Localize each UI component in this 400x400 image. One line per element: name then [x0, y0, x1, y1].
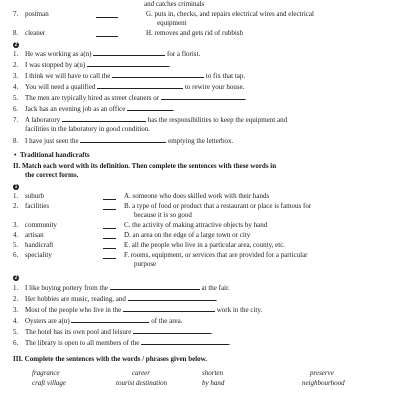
worksheet-page: and catches criminals 7. postman G. puts in, checks, and repairs electrical wires and electrical equipment 8. cleaner H. removes and gets rid of rubbish 2 1. He was working as a(n) for a florist. 2. I was stopped by a(n) . 3. I think we will have to call the to fix that tap. 4. You will need a qualified to rewire your house. 5. The men are typically hired as street cleaners or . 6. Jack has an evening job as an office . 7. A laboratory has the responsibilities to keep the equipment and facilities in the laboratory in good condition. 8. I have just seen the emptying the letterbox. • Traditional handicrafts II. Match each word with its definition. Then complete the sentences with these words in the correct forms. 1 1. suburb A. someone who does skilled work with their hands 2. facilities B. a type of food or product that a restaurant or place is famous for because it is so good 3. community C. the activity of making attractive objects by hand 4. artisan D. an area on the edge of a large town or city 5. handicraft E. all the people who live in a particular area, county, etc. 6. speciality F. rooms, equipment, or services that are provided for a particular purpose 2 1. I like buying pottery from the at the fair. 2. Her hobbies are music, reading, and . 3. Most of the people who live in the work in the city. 4. Oysters are a(n) of the area. 5. The hotel has its own pool and leisure . 6. The library is open to all members of the . III. Complete the sentences with the words / phrases given below. fragrance career shorten preserve craft village tourist destination by hand neighbourhood [0, 0, 400, 400]
answer-blank[interactable] [103, 242, 116, 249]
match-row-6: 6. speciality F. rooms, equipment, or services that are provided for a particular [13, 251, 308, 259]
match-row-4: 4. artisan D. an area on the edge of a large town or city [13, 231, 251, 239]
answer-blank[interactable] [103, 232, 116, 239]
answer-blank[interactable] [93, 49, 165, 56]
exercise-marker: 2 [14, 42, 18, 48]
bullet-icon: • [14, 151, 17, 159]
answer-blank[interactable] [103, 222, 116, 229]
exercise-marker: 2 [14, 275, 18, 281]
section-iii-heading: III. Complete the sentences with the words / phrases given below. [13, 355, 208, 363]
s1-line-1: 1. He was working as a(n) for a florist. [13, 50, 201, 58]
answer-blank[interactable] [128, 294, 216, 301]
answer-blank[interactable] [96, 11, 118, 18]
match-row-2: 2. facilities B. a type of food or product that a restaurant or place is famous for [13, 202, 312, 210]
answer-blank[interactable] [161, 93, 245, 100]
answer-blank[interactable] [110, 283, 200, 290]
answer-blank[interactable] [80, 136, 166, 143]
match-row-5: 5. handicraft E. all the people who live in a particular area, county, etc. [13, 241, 286, 249]
answer-blank[interactable] [123, 305, 215, 312]
s1-line-6: 6. Jack has an evening job as an office . [13, 105, 175, 113]
s1-line-7b: facilities in the laboratory in good condition. [25, 125, 150, 133]
answer-blank[interactable] [127, 104, 173, 111]
s3-line-3: 3. Most of the people who live in the work in the city. [13, 306, 263, 314]
s1-line-5: 5. The men are typically hired as street cleaners or . [13, 94, 247, 102]
s1-line-3: 3. I think we will have to call the to fix that tap. [13, 72, 246, 80]
word-option: craft village [32, 379, 67, 387]
def-continuation: and catches criminals [144, 0, 205, 8]
s3-line-2: 2. Her hobbies are music, reading, and . [13, 295, 218, 303]
s3-line-6: 6. The library is open to all members of the . [13, 339, 231, 347]
word-option: by hand [202, 379, 225, 387]
section-ii-heading: II. Match each word with its definition. Then complete the sentences with these words in [13, 162, 277, 170]
word-option: tourist destination [116, 379, 168, 387]
word-option: career [132, 369, 151, 377]
word-option: fragrance [32, 369, 60, 377]
match-row-8: 8. cleaner H. removes and gets rid of rubbish [13, 29, 244, 37]
answer-blank[interactable] [96, 30, 118, 37]
s3-line-1: 1. I like buying pottery from the at the fair. [13, 284, 230, 292]
match-row-1: 1. suburb A. someone who does skilled work with their hands [13, 192, 270, 200]
s1-line-8: 8. I have just seen the emptying the letterbox. [13, 137, 234, 145]
answer-blank[interactable] [71, 316, 149, 323]
answer-blank[interactable] [112, 71, 204, 78]
section-title: • Traditional handicrafts [14, 151, 90, 159]
s1-line-7: 7. A laboratory has the responsibilities to keep the equipment and [13, 116, 288, 124]
exercise-marker: 1 [14, 184, 18, 190]
answer-blank[interactable] [97, 82, 183, 89]
s1-line-4: 4. You will need a qualified to rewire your house. [13, 83, 245, 91]
answer-blank[interactable] [103, 193, 116, 200]
answer-blank[interactable] [141, 338, 229, 345]
match-row-3: 3. community C. the activity of making attractive objects by hand [13, 221, 268, 229]
match-row-7: 7. postman G. puts in, checks, and repairs electrical wires and electrical [13, 10, 314, 18]
answer-blank[interactable] [103, 203, 116, 210]
s3-line-4: 4. Oysters are a(n) of the area. [13, 317, 183, 325]
answer-blank[interactable] [62, 115, 146, 122]
word-option: preserve [310, 369, 334, 377]
answer-blank[interactable] [87, 60, 169, 67]
s3-line-5: 5. The hotel has its own pool and leisure . [13, 328, 213, 336]
answer-blank[interactable] [133, 327, 211, 334]
answer-blank[interactable] [103, 252, 116, 259]
s1-line-2: 2. I was stopped by a(n) . [13, 61, 171, 69]
section-ii-heading-2: the correct forms. [25, 171, 79, 179]
word-option: neighbourhood [302, 379, 345, 387]
word-option: shorten [202, 369, 223, 377]
